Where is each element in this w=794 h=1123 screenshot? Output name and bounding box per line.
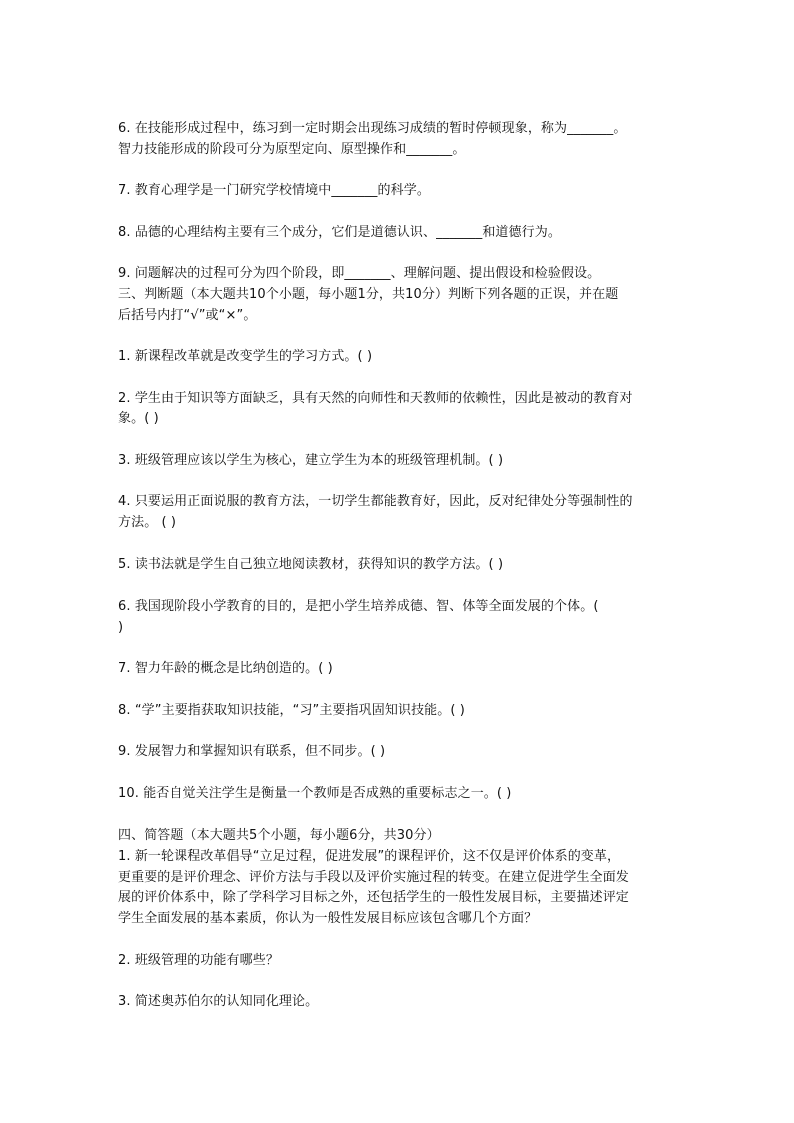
fill-blank-question-6-line-2: 智力技能形成的阶段可分为原型定向、原型操作和_______。 [118, 142, 466, 157]
short-answer-section-heading: 四、简答题（本大题共5个小题，每小题6分，共30分） [118, 828, 440, 843]
true-false-question-4-line-1: 4. 只要运用正面说服的教育方法，一切学生都能教育好，因此，反对纪律处分等强制性的 [118, 494, 633, 509]
true-false-question-2-line-1: 2. 学生由于知识等方面缺乏，具有天然的向师性和天教师的依赖性，因此是被动的教育对 [118, 391, 633, 406]
true-false-question-6-line-2: ) [118, 620, 124, 635]
true-false-question-7: 7. 智力年龄的概念是比纳创造的。( ) [118, 661, 333, 676]
short-answer-question-1-line-3: 展的评价体系中，除了学科学习目标之外，还包括学生的一般性发展目标，主要描述评定 [118, 890, 629, 905]
true-false-question-2-line-2: 象。( ) [118, 411, 159, 426]
true-false-question-1: 1. 新课程改革就是改变学生的学习方式。( ) [118, 349, 373, 364]
true-false-section-heading-line-1: 三、判断题（本大题共10个小题，每小题1分，共10分）判断下列各题的正误，并在题 [118, 287, 619, 302]
short-answer-question-2: 2. 班级管理的功能有哪些？ [118, 953, 279, 968]
true-false-question-4-line-2: 方法。 ( ) [118, 515, 177, 530]
true-false-question-3: 3. 班级管理应该以学生为核心，建立学生为本的班级管理机制。( ) [118, 453, 504, 468]
true-false-question-9: 9. 发展智力和掌握知识有联系，但不同步。( ) [118, 744, 386, 759]
true-false-question-8: 8. “学”主要指获取知识技能，“习”主要指巩固知识技能。( ) [118, 703, 465, 718]
fill-blank-question-9: 9. 问题解决的过程可分为四个阶段，即_______、理解问题、提出假设和检验假设。 [118, 266, 601, 281]
short-answer-question-1-line-1: 1. 新一轮课程改革倡导“立足过程，促进发展”的课程评价，这不仅是评价体系的变革， [118, 849, 621, 864]
short-answer-question-1-line-2: 更重要的是评价理念、评价方法与手段以及评价实施过程的转变。在建立促进学生全面发 [118, 870, 629, 885]
true-false-question-6-line-1: 6. 我国现阶段小学教育的目的，是把小学生培养成德、智、体等全面发展的个体。( [118, 599, 599, 614]
fill-blank-question-6-line-1: 6. 在技能形成过程中，练习到一定时期会出现练习成绩的暂时停顿现象，称为_______。 [118, 121, 627, 136]
short-answer-question-1-line-4: 学生全面发展的基本素质，你认为一般性发展目标应该包含哪几个方面？ [118, 911, 538, 926]
fill-blank-question-7: 7. 教育心理学是一门研究学校情境中_______的科学。 [118, 183, 430, 198]
fill-blank-question-8: 8. 品德的心理结构主要有三个成分，它们是道德认识、_______和道德行为。 [118, 225, 561, 240]
true-false-question-5: 5. 读书法就是学生自己独立地阅读教材，获得知识的教学方法。( ) [118, 557, 504, 572]
true-false-section-heading-line-2: 后括号内打“√”或“×”。 [118, 308, 257, 323]
true-false-question-10: 10. 能否自觉关注学生是衡量一个教师是否成熟的重要标志之一。( ) [118, 786, 512, 801]
short-answer-question-3: 3. 简述奥苏伯尔的认知同化理论。 [118, 994, 319, 1009]
